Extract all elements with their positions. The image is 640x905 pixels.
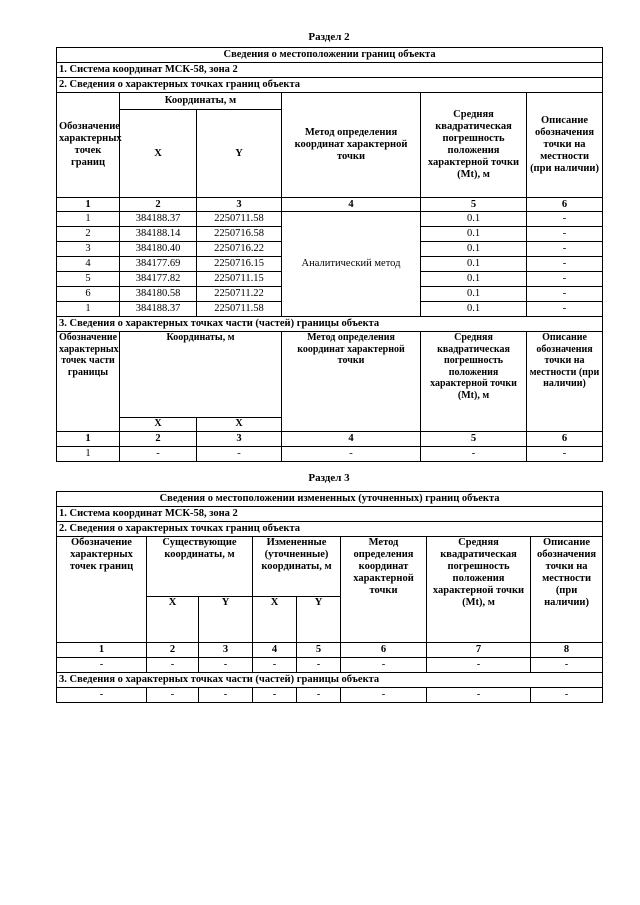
col-header-designation: Обозначение характерных точек границ bbox=[57, 537, 147, 643]
point-error: 0.1 bbox=[421, 287, 527, 302]
point-number: 4 bbox=[57, 257, 120, 272]
col-number: 5 bbox=[421, 432, 527, 447]
cell: - bbox=[199, 688, 253, 703]
section3-points-heading: 2. Сведения о характерных точках границ объекта bbox=[57, 522, 603, 537]
cell: - bbox=[253, 658, 297, 673]
point-description: - bbox=[527, 302, 603, 317]
point-x: 384188.37 bbox=[120, 302, 197, 317]
point-description: - bbox=[527, 212, 603, 227]
col-header-description: Описание обозначения точки на местности (при наличии) bbox=[527, 93, 603, 198]
section2-points-heading: 2. Сведения о характерных точках границ объекта bbox=[57, 78, 603, 93]
col-header-description: Описание обозначения точки на местности (при наличии) bbox=[527, 332, 603, 432]
col-header-existing-coords: Существующие координаты, м bbox=[147, 537, 253, 597]
cell: - bbox=[147, 658, 199, 673]
col-header-x2: X bbox=[197, 418, 282, 432]
col-header-designation: Обозначение характерных точек границ bbox=[57, 93, 120, 198]
cell: - bbox=[341, 688, 427, 703]
cell: - bbox=[297, 658, 341, 673]
cell: - bbox=[57, 658, 147, 673]
col-header-error: Средняя квадратическая погрешность положения характерной точки (Mt), м bbox=[427, 537, 531, 643]
col-header-x2: X bbox=[253, 597, 297, 643]
point-y: 2250716.22 bbox=[197, 242, 282, 257]
point-error: 0.1 bbox=[421, 302, 527, 317]
col-header-coords: Координаты, м bbox=[120, 332, 282, 418]
point-number: 1 bbox=[57, 212, 120, 227]
table-row bbox=[57, 212, 603, 227]
col-number: 4 bbox=[282, 198, 421, 212]
point-error: 0.1 bbox=[421, 212, 527, 227]
point-number: 2 bbox=[57, 227, 120, 242]
col-number: 3 bbox=[199, 643, 253, 658]
point-x: 384177.69 bbox=[120, 257, 197, 272]
section2-table1 bbox=[56, 47, 603, 332]
col-number: 7 bbox=[427, 643, 531, 658]
point-description: - bbox=[527, 272, 603, 287]
col-header-y2: Y bbox=[297, 597, 341, 643]
table-row bbox=[57, 447, 603, 462]
col-number: 5 bbox=[421, 198, 527, 212]
col-number: 1 bbox=[57, 198, 120, 212]
cell: - bbox=[341, 658, 427, 673]
point-description: - bbox=[527, 227, 603, 242]
col-number: 1 bbox=[57, 432, 120, 447]
section2-part-heading: 3. Сведения о характерных точках части (частей) границы объекта bbox=[57, 317, 603, 332]
point-number: 6 bbox=[57, 287, 120, 302]
point-error: 0.1 bbox=[421, 242, 527, 257]
point-error: 0.1 bbox=[421, 257, 527, 272]
point-description: - bbox=[527, 242, 603, 257]
cell: - bbox=[531, 688, 603, 703]
cell: - bbox=[199, 658, 253, 673]
point-error: 0.1 bbox=[421, 272, 527, 287]
col-number: 1 bbox=[57, 643, 147, 658]
col-header-coords: Координаты, м bbox=[120, 93, 282, 110]
col-header-x: X bbox=[120, 110, 197, 198]
cell: - bbox=[297, 688, 341, 703]
table-row bbox=[57, 658, 603, 673]
point-y: 2250711.58 bbox=[197, 302, 282, 317]
col-header-changed-coords: Измененные (уточненные) координаты, м bbox=[253, 537, 341, 597]
col-header-x: X bbox=[147, 597, 199, 643]
col-number: 4 bbox=[253, 643, 297, 658]
point-description: - bbox=[527, 257, 603, 272]
col-number: 6 bbox=[527, 198, 603, 212]
table-row bbox=[57, 688, 603, 703]
col-header-description: Описание обозначения точки на местности (при наличии) bbox=[531, 537, 603, 643]
cell: - bbox=[253, 688, 297, 703]
col-header-error: Средняя квадратическая погрешность положения характерной точки (Mt), м bbox=[421, 93, 527, 198]
section3-heading: Раздел 3 bbox=[308, 472, 350, 484]
point-y: 2250711.22 bbox=[197, 287, 282, 302]
section2-coord-system: 1. Система координат МСК-58, зона 2 bbox=[57, 63, 603, 78]
col-number: 3 bbox=[197, 432, 282, 447]
col-header-y: Y bbox=[199, 597, 253, 643]
col-header-method: Метод определения координат характерной точки bbox=[282, 93, 421, 198]
cell: - bbox=[527, 447, 603, 462]
point-number: 1 bbox=[57, 302, 120, 317]
cell: - bbox=[120, 447, 197, 462]
cell: 1 bbox=[57, 447, 120, 462]
point-y: 2250716.58 bbox=[197, 227, 282, 242]
section2-title: Сведения о местоположении границ объекта bbox=[57, 48, 603, 63]
point-y: 2250716.15 bbox=[197, 257, 282, 272]
col-number: 2 bbox=[147, 643, 199, 658]
col-header-error: Средняя квадратическая погрешность положения характерной точки (Mt), м bbox=[421, 332, 527, 432]
cell: - bbox=[57, 688, 147, 703]
cell: - bbox=[147, 688, 199, 703]
col-number: 2 bbox=[120, 432, 197, 447]
col-header-method: Метод определения координат характерной точки bbox=[282, 332, 421, 432]
point-x: 384180.58 bbox=[120, 287, 197, 302]
point-description: - bbox=[527, 287, 603, 302]
cell: - bbox=[282, 447, 421, 462]
col-number: 2 bbox=[120, 198, 197, 212]
section3-part-heading: 3. Сведения о характерных точках части (частей) границы объекта bbox=[57, 673, 603, 688]
method-cell: Аналитический метод bbox=[282, 212, 421, 317]
col-number: 8 bbox=[531, 643, 603, 658]
document-page bbox=[56, 0, 602, 703]
col-number: 6 bbox=[341, 643, 427, 658]
col-header-x: X bbox=[120, 418, 197, 432]
point-error: 0.1 bbox=[421, 227, 527, 242]
point-x: 384188.37 bbox=[120, 212, 197, 227]
col-number: 5 bbox=[297, 643, 341, 658]
point-x: 384180.40 bbox=[120, 242, 197, 257]
col-header-method: Метод определения координат характерной точки bbox=[341, 537, 427, 643]
section3-coord-system: 1. Система координат МСК-58, зона 2 bbox=[57, 507, 603, 522]
point-y: 2250711.15 bbox=[197, 272, 282, 287]
col-number: 6 bbox=[527, 432, 603, 447]
cell: - bbox=[197, 447, 282, 462]
section3-table bbox=[56, 491, 603, 703]
point-x: 384177.82 bbox=[120, 272, 197, 287]
col-number: 3 bbox=[197, 198, 282, 212]
cell: - bbox=[421, 447, 527, 462]
cell: - bbox=[427, 658, 531, 673]
col-number: 4 bbox=[282, 432, 421, 447]
section2-table2 bbox=[56, 331, 603, 462]
col-header-y: Y bbox=[197, 110, 282, 198]
section3-title: Сведения о местоположении измененных (уточненных) границ объекта bbox=[57, 492, 603, 507]
col-header-designation: Обозначение характерных точек части границы bbox=[57, 332, 120, 432]
cell: - bbox=[531, 658, 603, 673]
point-number: 5 bbox=[57, 272, 120, 287]
point-number: 3 bbox=[57, 242, 120, 257]
cell: - bbox=[427, 688, 531, 703]
section2-heading: Раздел 2 bbox=[308, 31, 350, 43]
point-y: 2250711.58 bbox=[197, 212, 282, 227]
point-x: 384188.14 bbox=[120, 227, 197, 242]
